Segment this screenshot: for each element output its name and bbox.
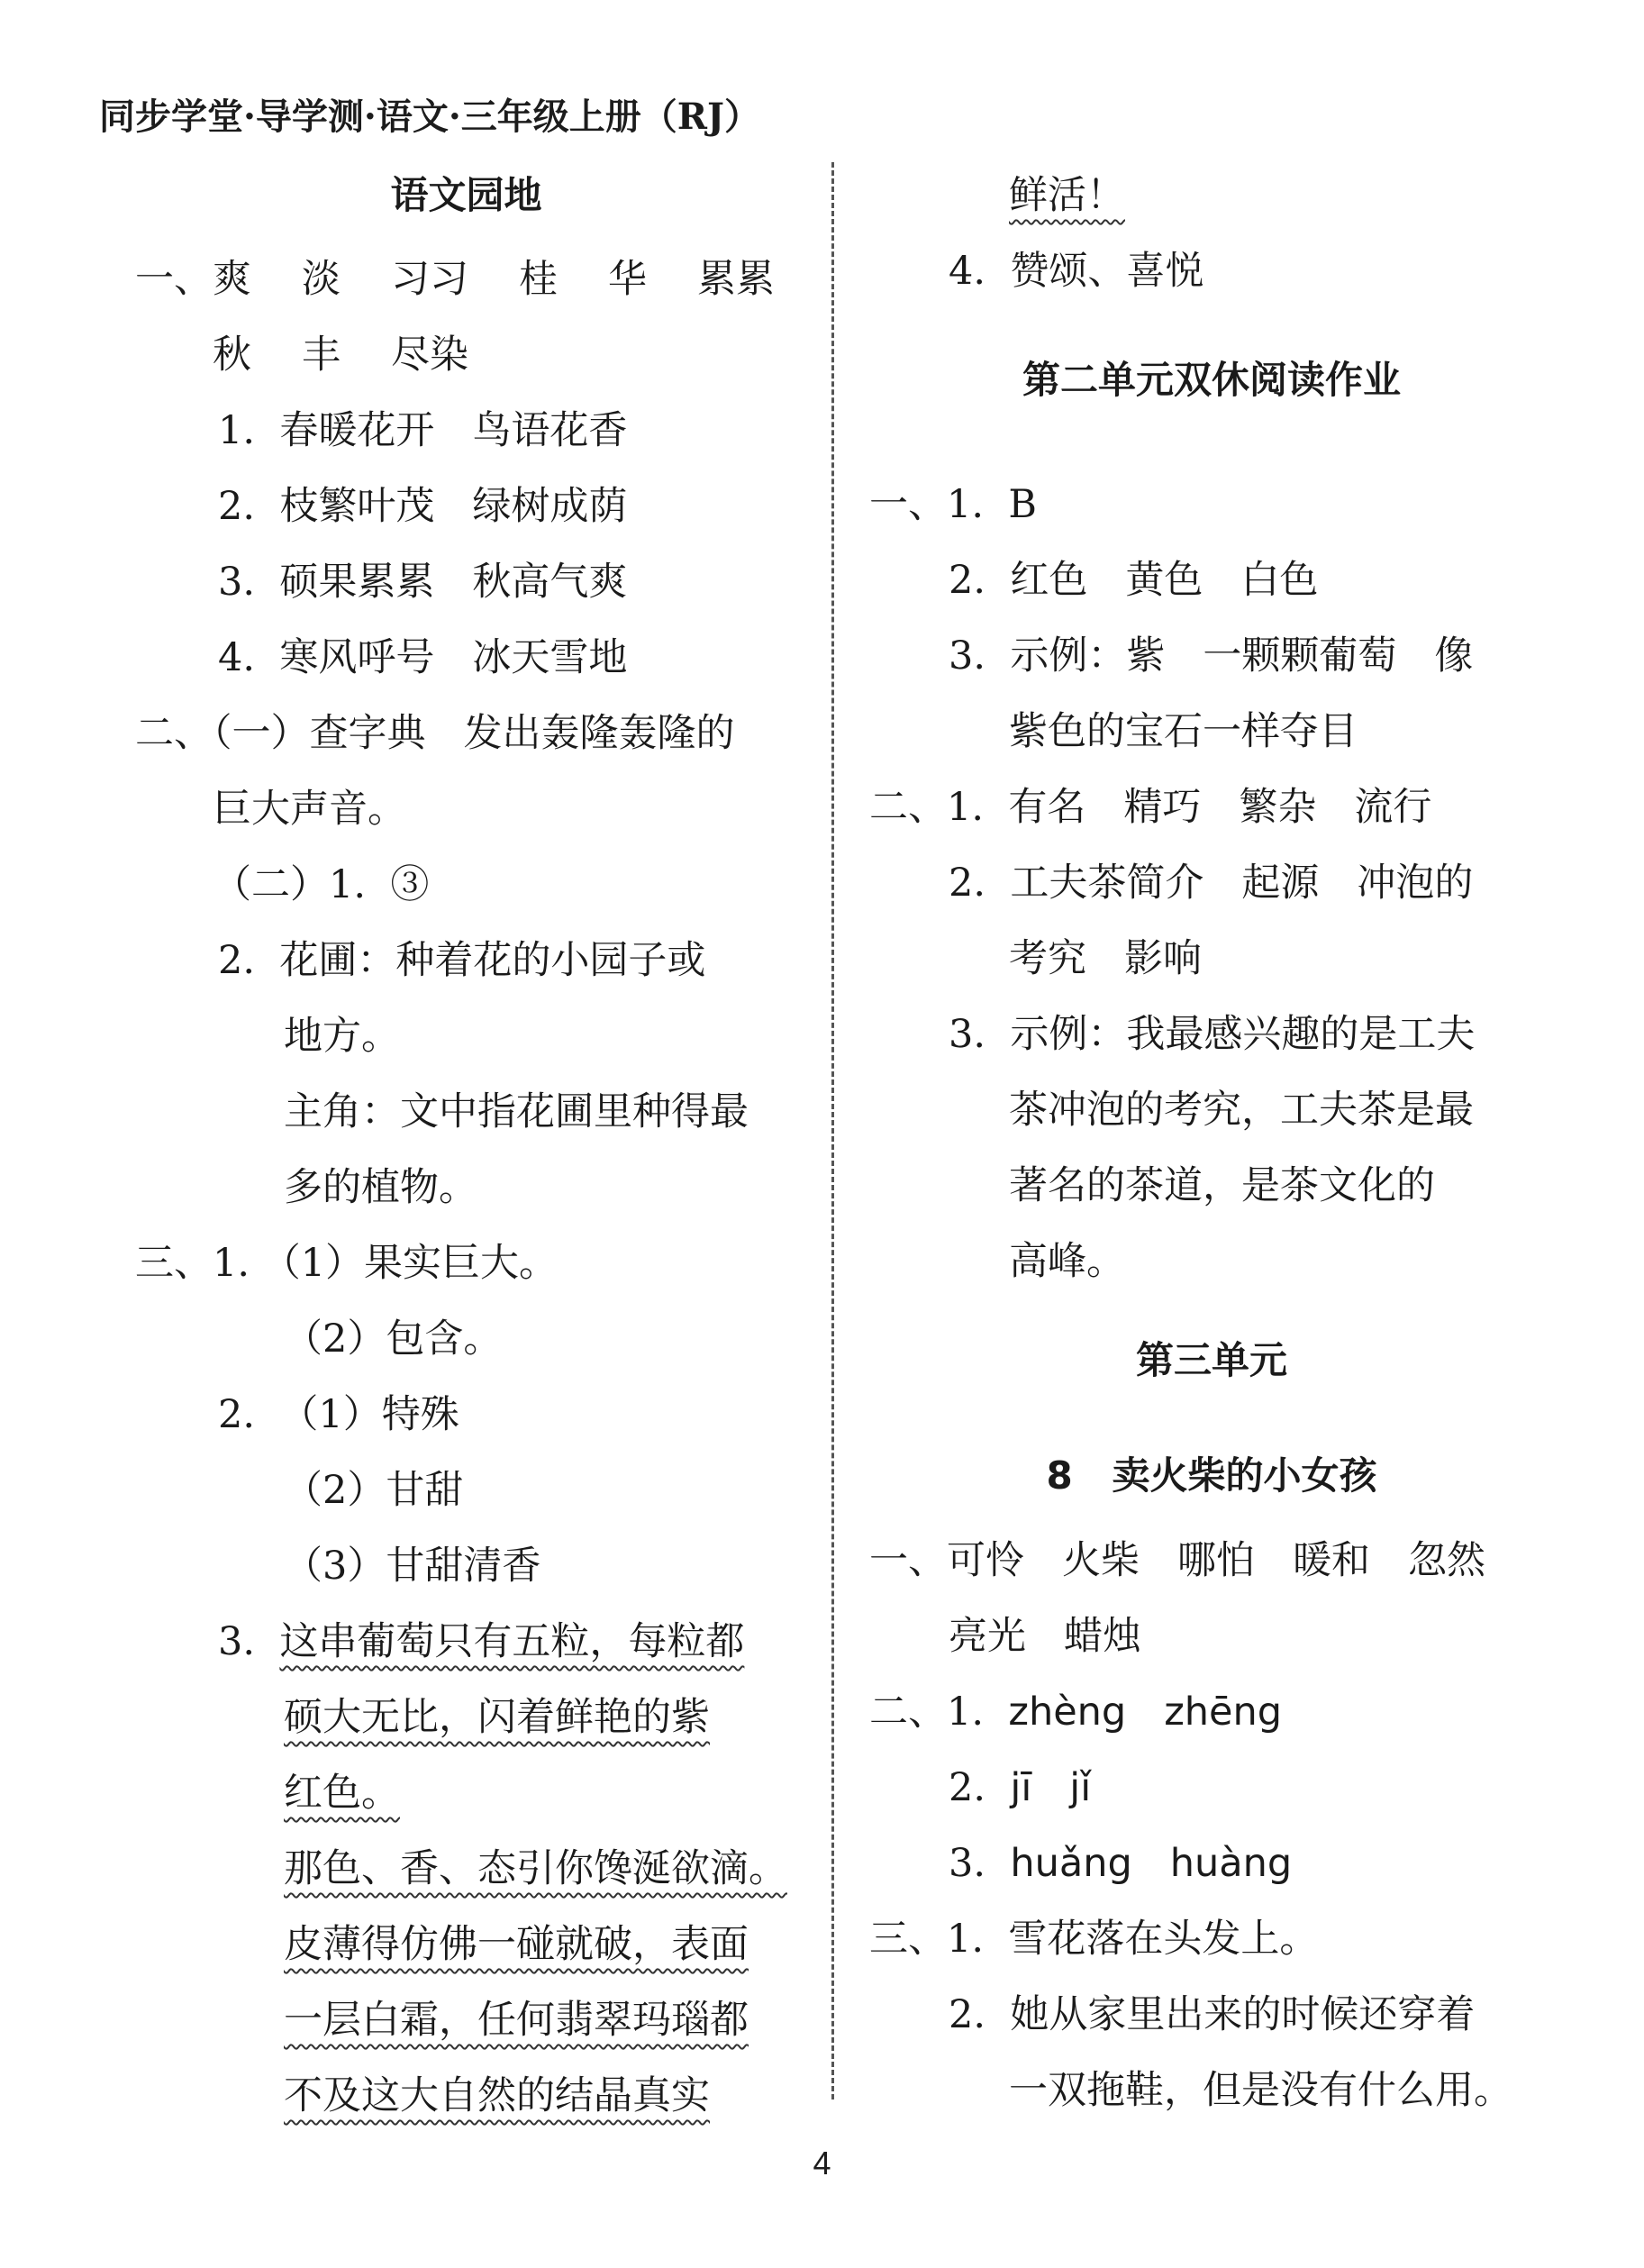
- pinyin: zhèng: [1008, 1690, 1127, 1735]
- answer-word: 黄色: [1125, 558, 1203, 603]
- answer-line: [284, 1982, 749, 2058]
- answer-line: [949, 997, 1475, 1072]
- answer-line: 茶冲泡的考究，工夫茶是最: [1009, 1088, 1474, 1133]
- underlined-text: 硕大无比，闪着鲜艳的紫: [284, 1695, 710, 1740]
- item-marker: 二、: [135, 711, 213, 756]
- underlined-text: 这串葡萄只有五粒，每粒都: [279, 1619, 745, 1664]
- answer-text: （1）特殊: [279, 1392, 459, 1437]
- answer-word: 秋高气爽: [472, 560, 628, 605]
- answer-word: 发出轰隆轰隆的: [463, 711, 735, 756]
- answer-line: [949, 1599, 1141, 1674]
- underlined-text: 皮薄得仿佛一碰就破，表面: [284, 1922, 749, 1967]
- item-number: 3.: [949, 1012, 986, 1057]
- answer-line: 一双拖鞋，但是没有什么用。: [1009, 2068, 1512, 2113]
- answer-word: 像: [1434, 633, 1474, 679]
- answer-line: [869, 1523, 1485, 1599]
- item-number: 1.: [947, 1917, 985, 1962]
- answer-word: 白色: [1240, 558, 1319, 603]
- answer-word: 起源: [1241, 861, 1320, 906]
- item-number: 2.: [949, 558, 986, 603]
- answer-line: [949, 233, 1203, 309]
- answer-line: [213, 847, 429, 923]
- answer-word: 暖和: [1293, 1538, 1370, 1583]
- answer-word: 桂: [519, 257, 558, 302]
- pinyin: jǐ: [1069, 1765, 1092, 1810]
- item-marker: 一、: [869, 1538, 947, 1583]
- answer-word: ③: [390, 862, 430, 907]
- item-marker: 二、: [869, 785, 947, 830]
- answer-line: 巨大声音。: [213, 787, 406, 832]
- answer-line: [869, 467, 1037, 542]
- answer-word: 繁杂: [1239, 785, 1317, 830]
- underlined-text: 鲜活！: [1009, 173, 1125, 218]
- answer-line: [135, 241, 775, 317]
- lesson-title: 卖火柴的小女孩: [1112, 1453, 1377, 1498]
- answer-text: 赞颂、喜悦: [1010, 249, 1204, 294]
- answer-line: 紫色的宝石一样夺目: [1009, 709, 1358, 754]
- answer-word: 可怜: [947, 1538, 1024, 1583]
- answer-word: 考究: [1009, 936, 1086, 981]
- answer-line: [869, 770, 1431, 845]
- answer-word: 春暖花开: [279, 408, 435, 453]
- answer-line: [218, 393, 627, 469]
- pinyin: huǎng: [1010, 1841, 1132, 1886]
- answer-word: 哪怕: [1177, 1538, 1255, 1583]
- answer-line: 多的植物。: [284, 1165, 477, 1210]
- item-number: 1.: [329, 862, 367, 907]
- answer-line: 高峰。: [1009, 1239, 1125, 1284]
- part-label: （一）: [213, 711, 310, 756]
- item-number: 2.: [949, 1992, 986, 2037]
- answer-word: 影响: [1124, 936, 1202, 981]
- answer-line: 地方。: [284, 1014, 400, 1059]
- item-number: 4.: [949, 249, 986, 294]
- answer-word: 精巧: [1123, 785, 1202, 830]
- pinyin: zhēng: [1164, 1690, 1283, 1735]
- answer-line: [135, 696, 735, 771]
- answer-line: [218, 544, 627, 620]
- answer-word: 蜡烛: [1064, 1614, 1141, 1659]
- item-number: 3.: [949, 633, 986, 679]
- answer-word: 红色: [1010, 558, 1088, 603]
- answer-text: 她从家里出来的时候还穿着: [1010, 1992, 1476, 2037]
- pinyin: huàng: [1169, 1841, 1293, 1886]
- answer-word: 爽: [213, 257, 251, 302]
- answer-line: [135, 1225, 558, 1301]
- underlined-text: 红色。: [284, 1771, 400, 1816]
- answer-line: [869, 1674, 1282, 1750]
- item-number: 1.: [947, 785, 985, 830]
- answer-line: （3）甘甜清香: [284, 1544, 541, 1589]
- answer-line: [284, 1831, 787, 1907]
- answer-text: 示例：我最感兴趣的是工夫: [1010, 1012, 1476, 1057]
- answer-word: 秋: [213, 332, 251, 378]
- answer-line: [218, 1377, 459, 1453]
- answer-word: 鸟语花香: [472, 408, 628, 453]
- section-heading: 第二单元双休阅读作业: [1022, 358, 1401, 402]
- lesson-number: 8: [1046, 1453, 1073, 1498]
- lesson-heading: [869, 1438, 1554, 1514]
- answer-word: 查字典: [309, 711, 426, 756]
- underlined-text: 不及这大自然的结晶真实: [284, 2073, 710, 2118]
- answer-text: 雪花落在头发上。: [1008, 1917, 1319, 1962]
- answer-word: 有名: [1008, 785, 1086, 830]
- item-number: 3.: [218, 560, 256, 605]
- answer-line: [949, 618, 1473, 694]
- item-number: 2.: [949, 1765, 986, 1810]
- answer-line: [1009, 921, 1202, 997]
- answer-line: [218, 923, 705, 998]
- answer-line: （2）包含。: [284, 1316, 503, 1362]
- answer-line: [218, 620, 627, 696]
- answer-line: [949, 1977, 1475, 2053]
- item-number: 2.: [218, 938, 256, 983]
- answer-word: 冰天雪地: [472, 635, 628, 680]
- item-number: 4.: [218, 635, 256, 680]
- column-divider: [831, 162, 834, 2099]
- answer-word: 尽染: [391, 332, 468, 378]
- item-marker: 一、: [869, 482, 947, 527]
- answer-word: 亮光: [949, 1614, 1026, 1659]
- answer-word: 硕果累累: [279, 560, 435, 605]
- answer-line: [284, 1755, 400, 1831]
- answer-text: 花圃：种着花的小园子或: [279, 938, 706, 983]
- answer-word: 绿树成荫: [472, 484, 628, 529]
- item-number: 2.: [949, 861, 986, 906]
- answer-text: B: [1008, 482, 1037, 527]
- section-heading: 语文园地: [390, 173, 542, 217]
- answer-word: 冲泡的: [1357, 861, 1474, 906]
- pinyin: jī: [1010, 1765, 1032, 1810]
- answer-line: [949, 1750, 1091, 1826]
- answer-line: [213, 317, 468, 393]
- answer-word: 枝繁叶茂: [279, 484, 435, 529]
- item-marker: 一、: [135, 257, 213, 302]
- answer-line: [284, 1680, 710, 1755]
- answer-line: [1009, 158, 1125, 233]
- answer-line: [949, 1826, 1292, 1901]
- item-marker: 三、: [869, 1917, 947, 1962]
- answer-word: 忽然: [1408, 1538, 1485, 1583]
- answer-line: [218, 469, 627, 544]
- unit-heading: 第三单元: [1135, 1338, 1287, 1382]
- item-marker: 三、: [135, 1241, 213, 1286]
- answer-line: [284, 2058, 710, 2134]
- running-header: 同步学堂·导学测·语文·三年级上册（RJ）: [99, 96, 760, 138]
- answer-line: [218, 1604, 744, 1680]
- answer-text: （1）果实巨大。: [261, 1241, 559, 1286]
- answer-line: [869, 1901, 1318, 1977]
- answer-word: 火柴: [1062, 1538, 1140, 1583]
- answer-line: [949, 542, 1318, 618]
- item-number: 2.: [218, 1392, 256, 1437]
- answer-word: 工夫茶简介: [1010, 861, 1204, 906]
- item-number: 1.: [218, 408, 256, 453]
- item-number: 1.: [213, 1241, 250, 1286]
- answer-line: [284, 1907, 749, 1982]
- answer-word: 一颗颗葡萄: [1203, 633, 1397, 679]
- underlined-text: 一层白霜，任何翡翠玛瑙都: [284, 1998, 749, 2043]
- answer-word: 累累: [697, 257, 775, 302]
- item-number: 3.: [218, 1619, 256, 1664]
- answer-line: （2）甘甜: [284, 1468, 464, 1513]
- answer-line: 主角：文中指花圃里种得最: [284, 1089, 749, 1134]
- answer-word: 示例：紫: [1010, 633, 1166, 679]
- answer-word: 华: [608, 257, 647, 302]
- answer-word: 丰: [302, 332, 341, 378]
- part-label: （二）: [213, 862, 329, 907]
- item-number: 3.: [949, 1841, 986, 1886]
- underlined-text: 那色、香、态引你馋涎欲滴。: [284, 1846, 787, 1891]
- item-number: 2.: [218, 484, 256, 529]
- answer-line: 著名的茶道，是茶文化的: [1009, 1163, 1435, 1208]
- item-number: 1.: [947, 482, 985, 527]
- item-marker: 二、: [869, 1690, 947, 1735]
- answer-word: 寒风呼号: [279, 635, 435, 680]
- answer-word: 淡: [302, 257, 341, 302]
- item-number: 1.: [947, 1690, 985, 1735]
- answer-line: [949, 845, 1473, 921]
- answer-word: 习习: [391, 257, 468, 302]
- page-number: 4: [813, 2145, 831, 2181]
- answer-word: 流行: [1354, 785, 1432, 830]
